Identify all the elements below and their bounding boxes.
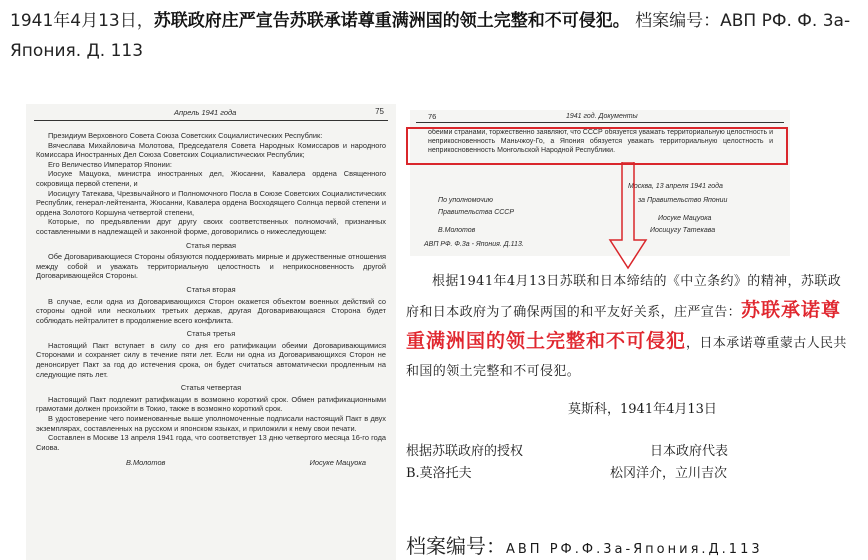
translation-place-date: 莫斯科，1941年4月13日	[568, 402, 717, 417]
translation-sig1-right: 日本政府代表	[650, 444, 729, 459]
left-page-number: 75	[375, 107, 384, 116]
paragraph: Которые, по предъявлении друг другу своих соответственных полномочий, признанных составленными в надлежащей и законной форме, договорились о нижеследующем:	[36, 217, 386, 236]
closing-paragraph: Составлен в Москве 13 апреля 1941 года, что соответствует 13 дню четвертого месяца 16-го года Сиова.	[36, 433, 386, 452]
paragraph: Президиум Верховного Совета Союза Советских Социалистических Республик:	[48, 131, 323, 140]
translation-line2: ，日本承诺尊重蒙古人民共和国的领土完整和不可侵犯。	[406, 336, 847, 379]
article-text: В случае, если одна из Договаривающихся Сторон окажется объектом военных действий со стороны одной или нескольких третьих держав, другая Договаривающаяся Сторона будет соблюдать нейтралитет в продолжение всего конфликта.	[36, 296, 386, 325]
right-page-title: 1941 год. Документы	[566, 113, 638, 120]
place-date: Москва, 13 апреля 1941 года	[628, 183, 723, 190]
name-right-2: Иосицугу Татекава	[650, 227, 716, 234]
paragraph: Иосицугу Татекава, Чрезвычайного и Полномочного Посла в Союзе Советских Социалистических Республик, генерал-лейтенанта, Жюсанни, Кавалера ордена Восходящего Солнца первой степени и ордена Золотого Коршуна четвертой степени,	[36, 188, 386, 217]
signature-matsuoka: Иосуке Мацуока	[309, 458, 366, 468]
auth-right: за Правительство Японии	[638, 197, 728, 204]
archive-ref: АВП РФ. Ф.3а - Япония. Д.113.	[424, 241, 524, 248]
article-title: Статья третья	[186, 329, 236, 339]
translation-sig2-left: B.莫洛托夫	[406, 466, 472, 481]
article-text: Обе Договаривающиеся Стороны обязуются поддерживать мирные и дружественные отношения между собой и уважать территориальную целостность и неприкосновенность другой Договаривающейся Стороны.	[36, 252, 386, 281]
highlight-box	[406, 127, 788, 165]
caption-bold: 苏联政府庄严宣告苏联承诺尊重满洲国的领土完整和不可侵犯。	[153, 11, 630, 31]
translation-text	[406, 268, 852, 386]
paragraph: Вячеслава Михайловича Молотова, Председателя Совета Народных Комиссаров и народного Комиссара Иностранных Дел Союза Советских Социалистических Республик;	[36, 140, 386, 160]
left-document-page	[26, 104, 396, 560]
paragraph: Иосуке Мацуока, министра иностранных дел, Жюсанни, Кавалера ордена Священного сокровища первой степени, и	[36, 169, 386, 188]
gov-left: Правительства СССР	[438, 209, 515, 216]
arrow-down-icon	[608, 162, 648, 270]
left-page-header	[34, 104, 388, 121]
right-page-header	[416, 110, 784, 123]
declaration-text: обеими странами, торжественно заявляют, что СССР обязуется уважать территориальную целостность и неприкосновенность Маньчжоу-Го, а Япония обязуется уважать территориальную целостность и неприкосновенность Монгольской Народной Республики.	[428, 129, 774, 154]
paragraph: Его Величество Император Японии:	[48, 159, 172, 169]
caption-prefix: 1941年4月13日，	[10, 11, 154, 31]
caption-suffix: 档案编号：АВП РФ. Ф. 3а-Япония. Д. 113	[10, 11, 851, 61]
article-title: Статья четвертая	[180, 383, 242, 393]
translation-highlight: 苏联承诺尊重满洲国的领土完整和不可侵犯	[406, 299, 842, 352]
article-text: Настоящий Пакт подлежит ратификации в возможно короткий срок. Обмен ратификационными грамотами должен произойти в Токио, также в возможно короткий срок.	[36, 394, 386, 414]
archive-code: АВП РФ.Ф.3а-Япония.Д.113	[506, 542, 763, 557]
left-page-title: Апрель 1941 года	[174, 108, 237, 117]
caption	[10, 6, 862, 66]
translation-sig2-right: 松冈洋介，立川吉次	[610, 466, 728, 481]
right-page-number: 76	[428, 112, 437, 121]
left-signatures	[36, 452, 386, 468]
archive-number	[406, 530, 763, 559]
left-page-body	[26, 131, 396, 468]
closing-paragraph: В удостоверение чего поименованные выше уполномоченные подписали настоящий Пакт в двух экземплярах, составленных на русском и японском языках, и приложили к нему свои печати.	[36, 414, 386, 433]
archive-label: 档案编号：	[406, 534, 506, 558]
name-right-1: Иосуке Мацуока	[658, 215, 712, 222]
article-title: Статья первая	[185, 240, 237, 250]
translation-sig1-left: 根据苏联政府的授权	[406, 444, 524, 459]
name-left: В.Молотов	[438, 227, 476, 234]
auth-left: По уполномочию	[438, 197, 493, 204]
signature-molotov: В.Молотов	[126, 458, 166, 468]
article-text: Настоящий Пакт вступает в силу со дня его ратификации обеими Договаривающимися Сторонами и сохраняет силу в течение пяти лет. Если ни одна из Договаривающихся Сторон не денонсирует Пакт за год до истечения срока, он будет считаться автоматически продленным на следующие пять лет.	[36, 340, 386, 379]
chinese-translation	[406, 268, 852, 386]
translation-line1: 根据1941年4月13日苏联和日本缔结的《中立条约》的精神，苏联政府和日本政府为了确保两国的和平友好关系，庄严宣告：	[406, 274, 842, 320]
article-title: Статья вторая	[186, 284, 236, 294]
